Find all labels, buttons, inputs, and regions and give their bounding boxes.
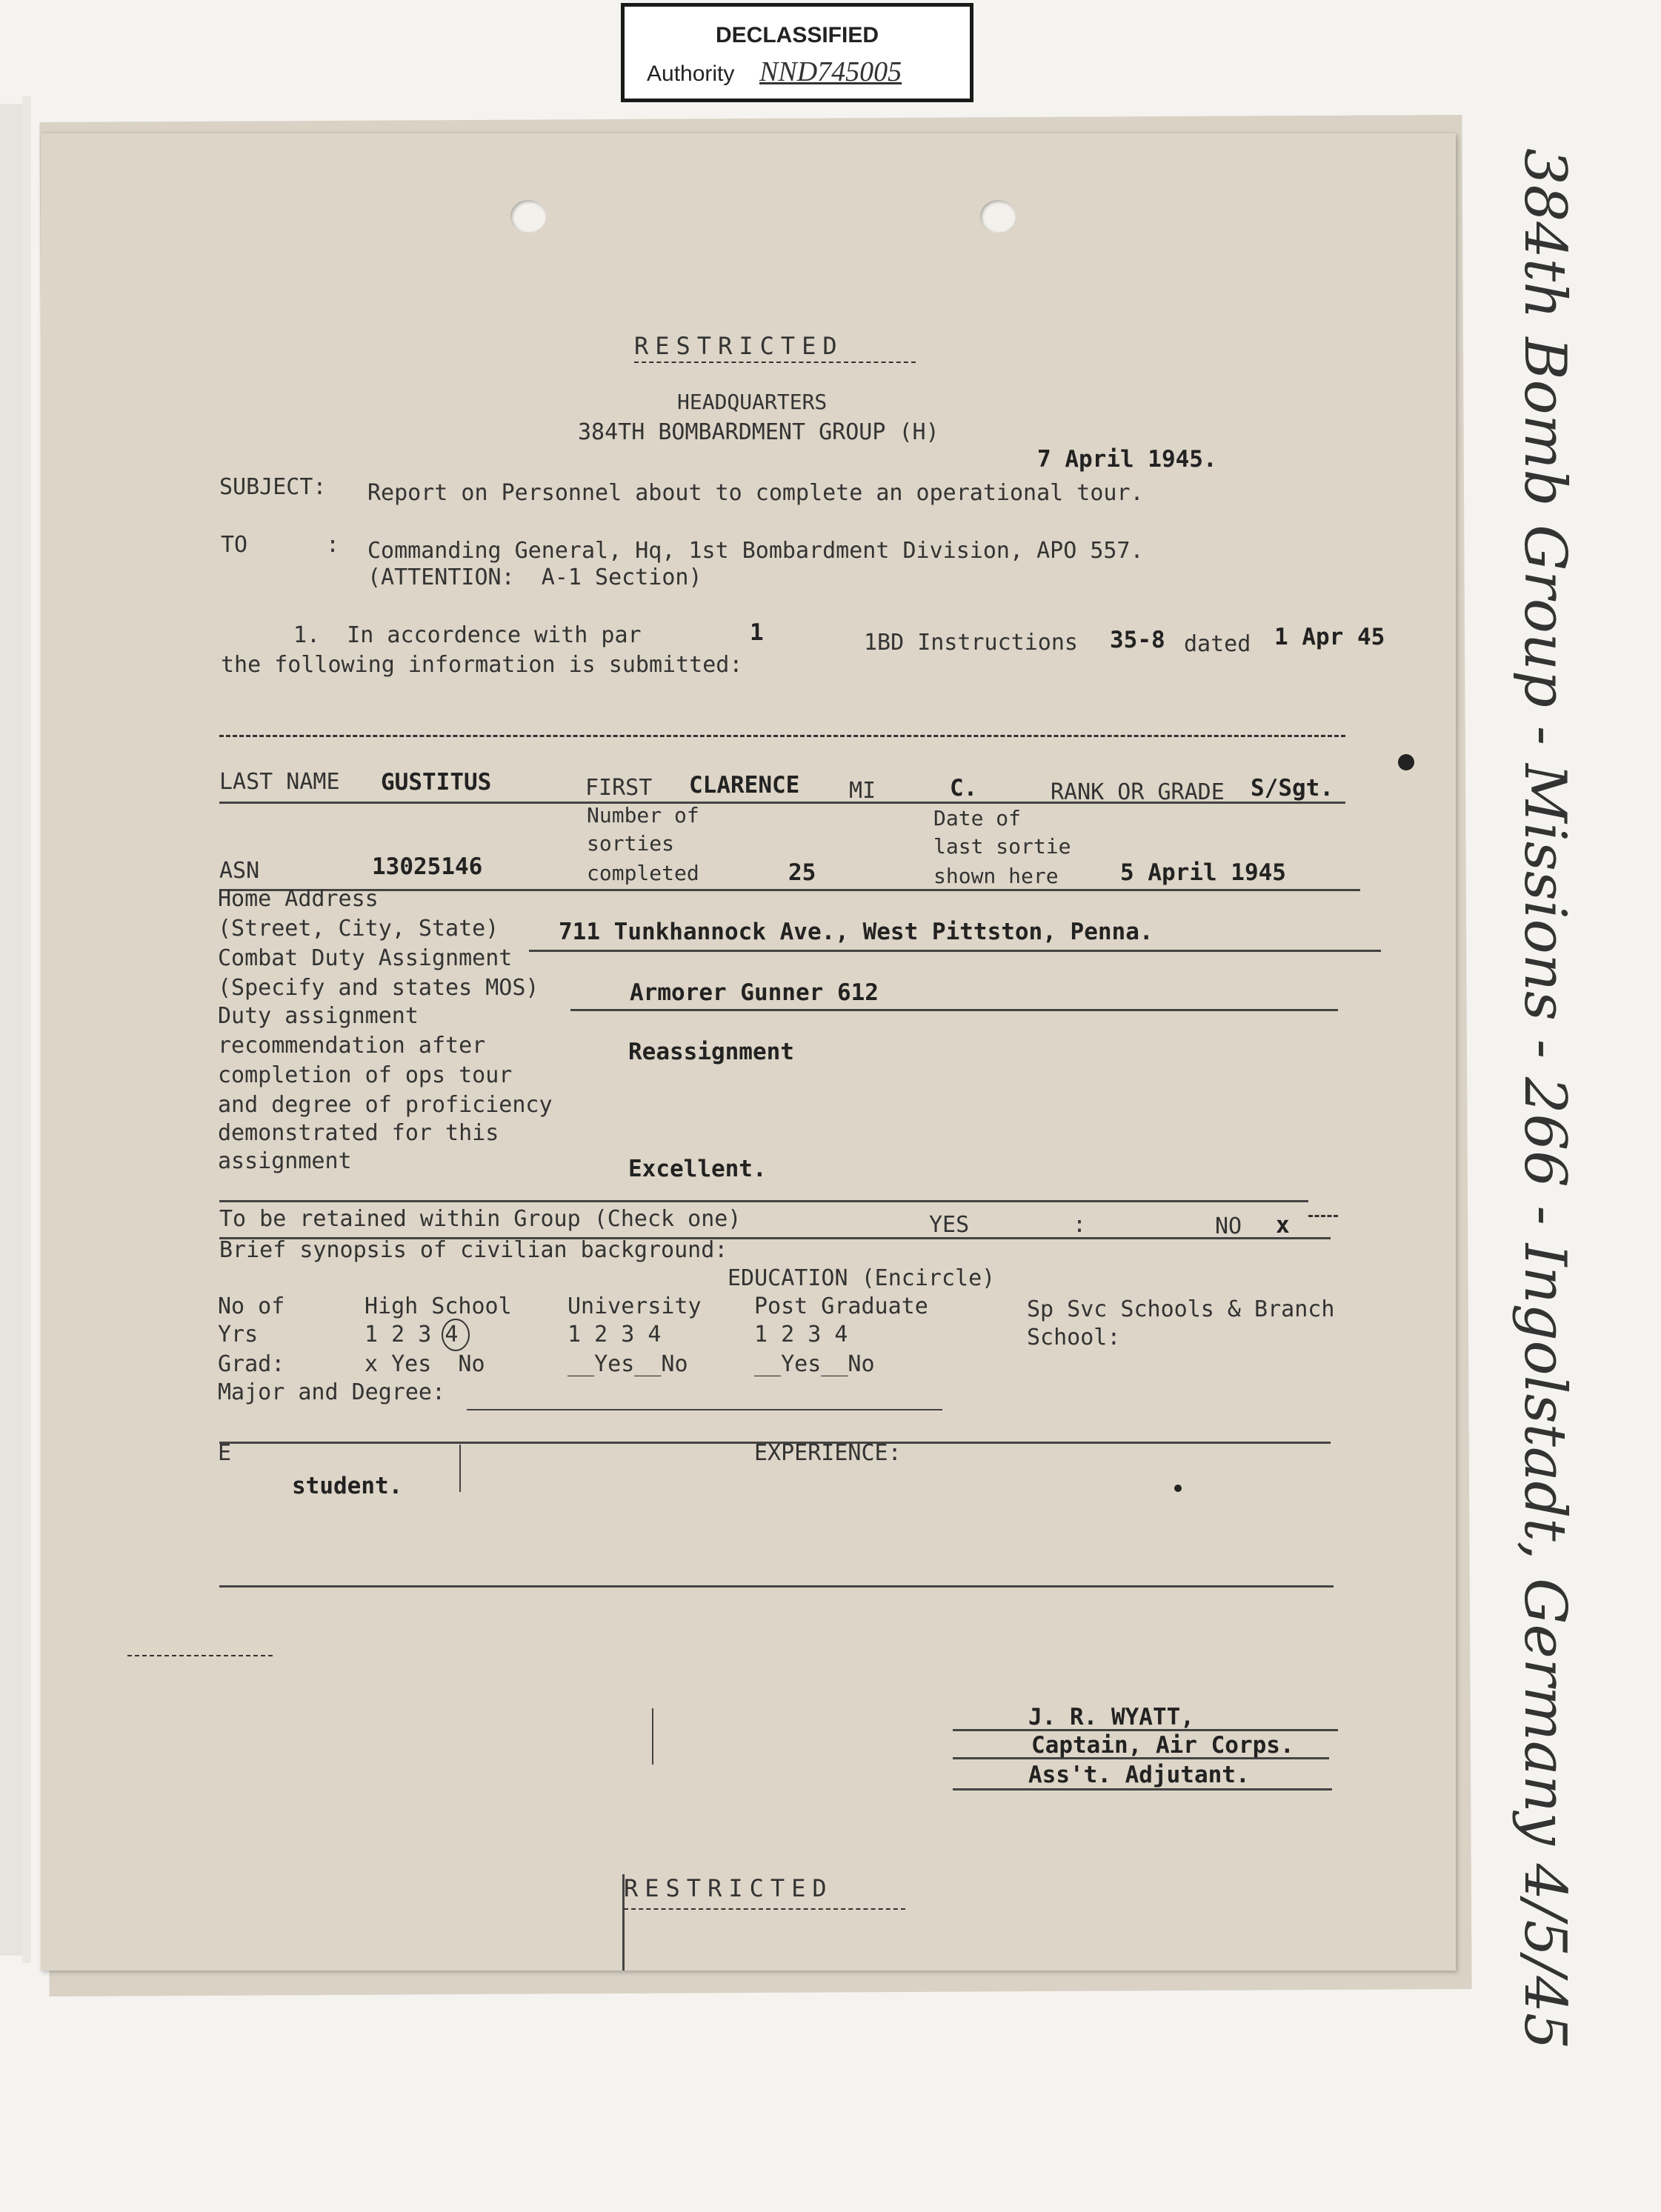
duty-label-4: and degree of proficiency: [218, 1092, 553, 1118]
special-schools-label-2: School:: [1027, 1325, 1121, 1350]
to-line-2: (ATTENTION: A-1 Section): [367, 564, 702, 590]
first-name-value: CLARENCE: [689, 772, 800, 799]
last-name-value: GUSTITUS: [381, 769, 492, 796]
combat-label-2: (Specify and states MOS): [218, 975, 539, 1001]
stray-mark-1: [459, 1445, 461, 1492]
experience-label: EXPERIENCE:: [754, 1440, 902, 1466]
retained-colon: :: [1073, 1212, 1087, 1238]
footer-underline: [624, 1908, 905, 1910]
last-sortie-label-1: Date of: [933, 806, 1022, 830]
rule-major: [467, 1409, 942, 1410]
sorties-label-1: Number of: [587, 803, 699, 827]
retained-yes: YES: [929, 1212, 970, 1238]
university-label: University: [567, 1293, 702, 1319]
rank-value: S/Sgt.: [1251, 775, 1334, 802]
para-number: 1: [750, 619, 764, 646]
form-top-rule: [219, 735, 1345, 737]
retained-label: To be retained within Group (Check one): [219, 1206, 742, 1232]
post-graduate-grad: __Yes__No: [754, 1351, 875, 1377]
signature-rule-3: [953, 1788, 1332, 1790]
university-years: 1 2 3 4: [567, 1322, 662, 1347]
rule-combat: [570, 1009, 1338, 1011]
university-grad: __Yes__No: [567, 1351, 688, 1377]
para-date: 1 Apr 45: [1274, 624, 1385, 650]
classification-bottom: RESTRICTED: [624, 1874, 833, 1902]
ink-speck: [1174, 1485, 1182, 1492]
para-instructions-number: 35-8: [1110, 627, 1165, 653]
high-school-label: High School: [365, 1293, 512, 1319]
para-dated: dated: [1184, 631, 1251, 657]
stamp-title: DECLASSIFIED: [715, 23, 879, 47]
para-instructions: 1BD Instructions: [864, 630, 1078, 656]
last-sortie-label-3: shown here: [933, 864, 1059, 888]
sorties-label-3: completed: [587, 861, 699, 885]
duty-label-5: demonstrated for this: [218, 1120, 499, 1146]
last-sortie-label-2: last sortie: [933, 834, 1071, 859]
memo-date: 7 April 1945.: [1037, 446, 1217, 473]
sorties-value: 25: [788, 859, 816, 886]
stamp-authority-label: Authority: [647, 61, 735, 86]
org-line-2: 384TH BOMBARDMENT GROUP (H): [578, 419, 939, 445]
para-line-2: the following information is submitted:: [221, 652, 743, 678]
duty-label-3: completion of ops tour: [218, 1062, 513, 1088]
last-sortie-value: 5 April 1945: [1120, 859, 1286, 886]
duty-label-2: recommendation after: [218, 1033, 486, 1059]
rule-home: [529, 950, 1381, 952]
signature-rank: Captain, Air Corps.: [1031, 1732, 1294, 1759]
high-school-grad: x Yes No: [365, 1351, 485, 1377]
proficiency-value: Excellent.: [628, 1156, 767, 1182]
experience-value: student.: [292, 1473, 403, 1499]
to-colon: :: [326, 532, 340, 558]
para-line-1: 1. In accordence with par: [293, 622, 642, 648]
punch-hole-right: [980, 200, 1016, 233]
major-label: Major and Degree:: [218, 1379, 446, 1405]
mi-label: MI: [849, 778, 876, 804]
last-name-label: LAST NAME: [219, 769, 340, 795]
adjacent-page-edge-2: [22, 96, 31, 1963]
education-label: EDUCATION (Encircle): [728, 1265, 996, 1291]
e-label: E: [218, 1440, 232, 1466]
mi-value: C.: [950, 775, 978, 802]
duty-label-1: Duty assignment: [218, 1003, 419, 1029]
high-school-years: 1 2 3 4: [365, 1322, 459, 1347]
rule-experience-bottom: [219, 1585, 1334, 1588]
high-school-circle: [442, 1319, 470, 1351]
to-line-1: Commanding General, Hq, 1st Bombardment Division, APO 557.: [367, 538, 1144, 564]
yrs-label: Yrs: [218, 1322, 259, 1347]
rule-retained-tail: [1308, 1215, 1338, 1217]
first-name-label: FIRST: [585, 775, 653, 801]
retained-no: NO: [1215, 1213, 1242, 1239]
subject-text: Report on Personnel about to complete an operational tour.: [367, 480, 1144, 506]
duty-recommendation-value: Reassignment: [628, 1039, 794, 1065]
grad-label: Grad:: [218, 1351, 285, 1377]
rule-asn: [219, 889, 1360, 891]
classification-underline: [634, 362, 916, 363]
stray-dash-left: [127, 1655, 273, 1656]
org-line-1: HEADQUARTERS: [677, 390, 828, 414]
stamp-authority-value: NND745005: [759, 56, 902, 87]
synopsis-label: Brief synopsis of civilian background:: [219, 1237, 728, 1263]
rank-label: RANK OR GRADE: [1051, 779, 1225, 805]
margin-note: 384th Bomb Group - Missions - 266 - Ingolstadt, Germany 4/5/45: [1511, 148, 1578, 2050]
special-schools-label-1: Sp Svc Schools & Branch: [1027, 1296, 1335, 1322]
home-address-value: 711 Tunkhannock Ave., West Pittston, Penna.: [559, 919, 1154, 945]
signature-title: Ass't. Adjutant.: [1028, 1762, 1250, 1788]
punch-hole-left: [510, 200, 546, 233]
post-graduate-years: 1 2 3 4: [754, 1322, 848, 1347]
home-label-1: Home Address: [218, 886, 379, 912]
asn-value: 13025146: [372, 853, 483, 880]
combat-value: Armorer Gunner 612: [630, 979, 879, 1006]
classification-top: RESTRICTED: [634, 332, 844, 360]
to-label: TO: [221, 532, 248, 558]
stray-mark-2: [652, 1708, 653, 1765]
subject-label: SUBJECT:: [219, 474, 327, 500]
footer-vertical-line: [622, 1874, 625, 1971]
home-label-2: (Street, City, State): [218, 916, 499, 942]
rule-retained-top: [219, 1200, 1308, 1202]
adjacent-page-edge: [0, 104, 24, 1956]
asn-label: ASN: [219, 858, 260, 884]
signature-name: J. R. WYATT,: [1028, 1704, 1194, 1730]
combat-label-1: Combat Duty Assignment: [218, 945, 513, 971]
rule-name: [219, 802, 1345, 804]
retained-mark: x: [1276, 1212, 1290, 1239]
no-of-label: No of: [218, 1293, 285, 1319]
post-graduate-label: Post Graduate: [754, 1293, 928, 1319]
sorties-label-2: sorties: [587, 831, 675, 856]
declassified-stamp: [621, 3, 973, 102]
duty-label-6: assignment: [218, 1148, 352, 1174]
ink-dot: [1398, 754, 1414, 770]
